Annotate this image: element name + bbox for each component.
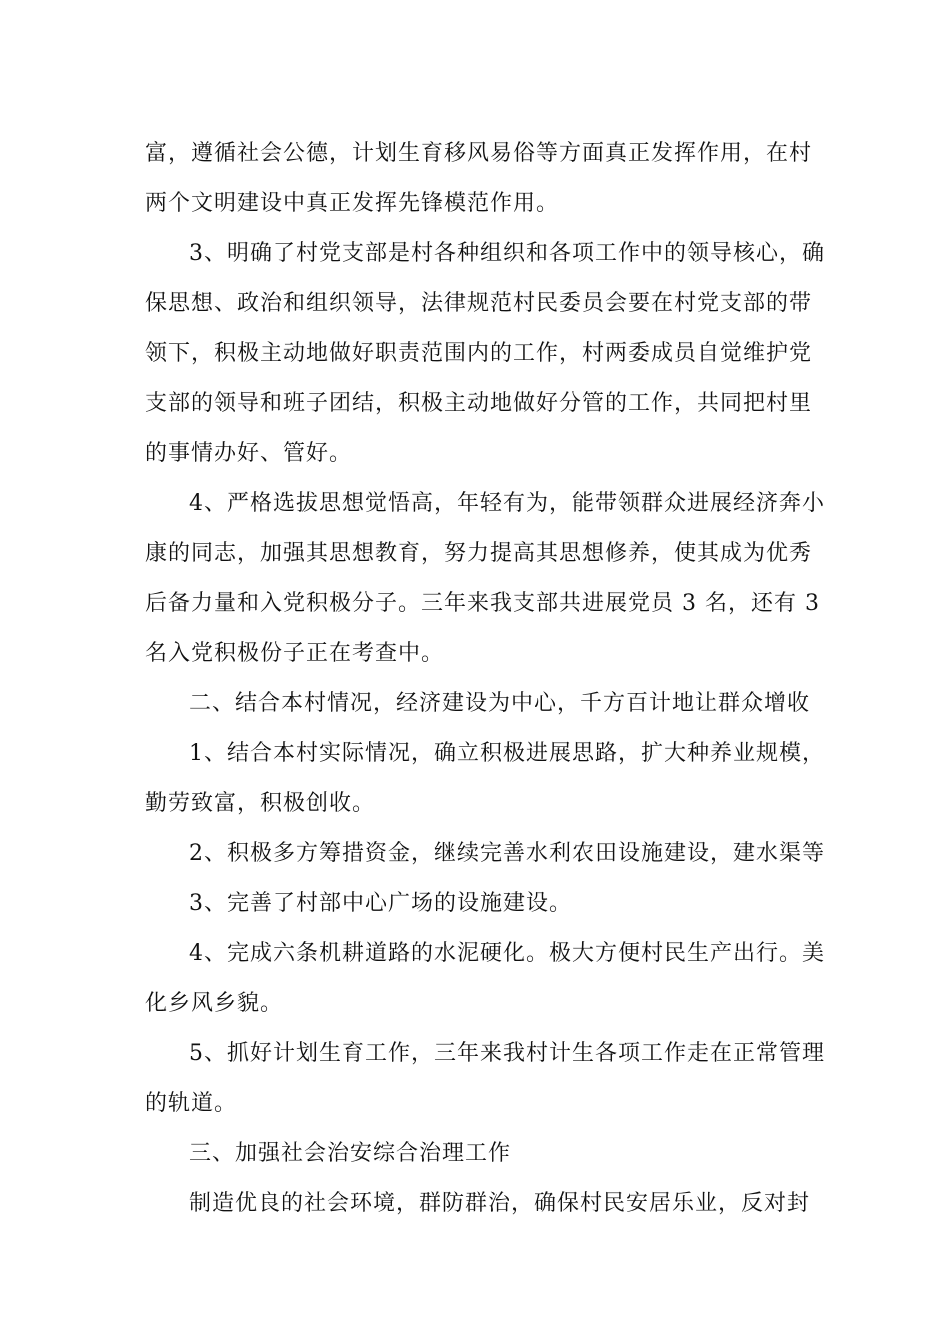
text-line: 二、结合本村情况，经济建设为中心，千方百计地让群众增收: [189, 691, 811, 716]
text-line: 的轨道。: [145, 1091, 238, 1116]
text-line: 1、结合本村实际情况，确立积极进展思路，扩大种养业规模，: [189, 741, 825, 766]
text-line: 名入党积极份子正在考查中。: [145, 641, 445, 666]
text-line: 5、抓好计划生育工作，三年来我村计生各项工作走在正常管理: [189, 1041, 825, 1066]
text-line: 领下，积极主动地做好职责范围内的工作，村两委成员自觉维护党: [145, 341, 813, 366]
paragraph: [145, 679, 811, 729]
paragraph: [145, 829, 825, 879]
text-line: 富，遵循社会公德，计划生育移风易俗等方面真正发挥作用，在村: [145, 141, 813, 166]
text-line: 3、完善了村部中心广场的设施建设。: [189, 891, 572, 916]
paragraph: [145, 479, 825, 679]
paragraph: [145, 729, 825, 829]
text-line: 两个文明建设中真正发挥先锋模范作用。: [145, 191, 560, 216]
paragraph: [145, 1029, 825, 1129]
document-body: [145, 129, 825, 1229]
paragraph: [145, 229, 825, 479]
text-line: 勤劳致富，积极创收。: [145, 791, 376, 816]
text-line: 支部的领导和班子团结，积极主动地做好分管的工作，共同把村里: [145, 391, 813, 416]
text-line: 三、加强社会治安综合治理工作: [189, 1141, 512, 1166]
text-line: 的事情办好、管好。: [145, 441, 353, 466]
text-line: 3、明确了村党支部是村各种组织和各项工作中的领导核心，确: [189, 241, 825, 266]
paragraph: [145, 1179, 811, 1229]
paragraph: [145, 1129, 805, 1179]
text-line: 制造优良的社会环境，群防群治，确保村民安居乐业，反对封: [189, 1191, 811, 1216]
text-line: 保思想、政治和组织领导，法律规范村民委员会要在村党支部的带: [145, 291, 813, 316]
text-line: 2、积极多方筹措资金，继续完善水利农田设施建设，建水渠等: [189, 841, 825, 866]
text-line: 4、完成六条机耕道路的水泥硬化。极大方便村民生产出行。美: [189, 941, 825, 966]
text-line: 化乡风乡貌。: [145, 991, 284, 1016]
text-line: 后备力量和入党积极分子。三年来我支部共进展党员 3 名，还有 3: [145, 591, 820, 616]
text-line: 康的同志，加强其思想教育，努力提高其思想修养，使其成为优秀: [145, 541, 813, 566]
paragraph: [145, 879, 805, 929]
text-line: 4、严格选拔思想觉悟高，年轻有为，能带领群众进展经济奔小: [189, 491, 825, 516]
paragraph: [145, 929, 825, 1029]
paragraph: [145, 129, 813, 229]
